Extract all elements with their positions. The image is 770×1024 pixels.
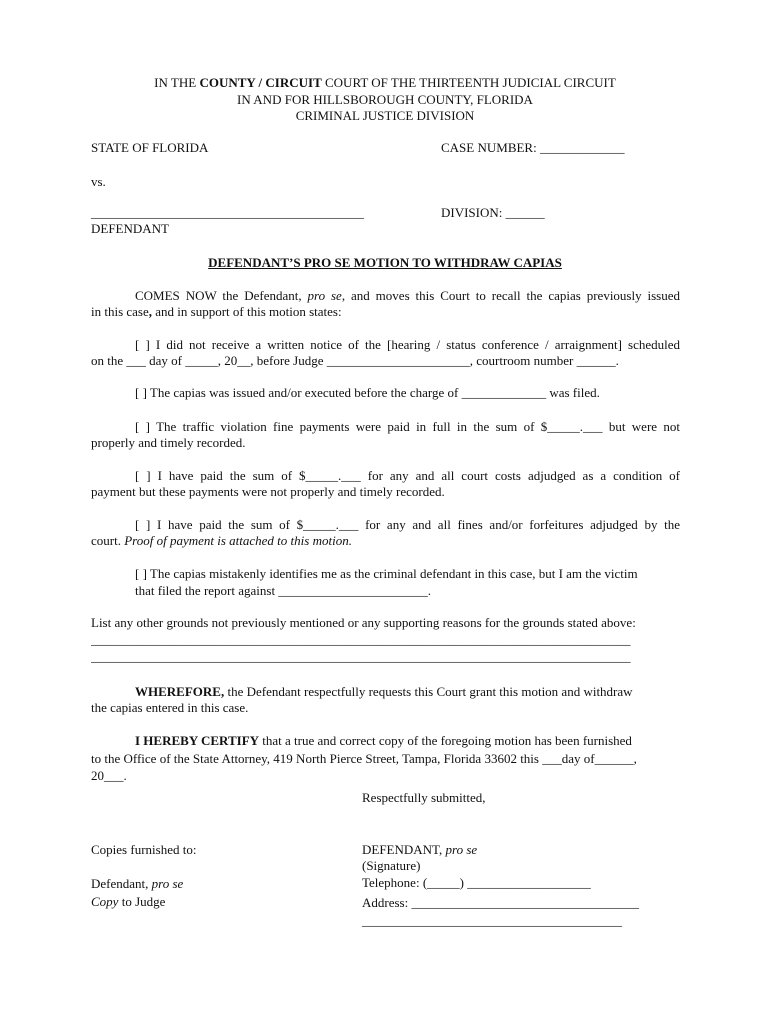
copy-defendant-text: Defendant,: [91, 876, 152, 891]
ground-1-checkbox-line[interactable]: [ ] I did not receive a written notice of the [hearing / status conference / arraignment] scheduled: [135, 337, 680, 352]
wherefore-text: the Defendant respectfully requests this Court grant this motion and withdraw: [224, 684, 633, 699]
case-number-field[interactable]: CASE NUMBER: _____________: [441, 140, 625, 155]
division-field[interactable]: DIVISION: ______: [441, 205, 545, 220]
certify-bold: I HEREBY CERTIFY: [135, 733, 260, 748]
wherefore-bold: WHEREFORE,: [135, 684, 225, 699]
ground-6-checkbox-line[interactable]: [ ] The capias mistakenly identifies me as the criminal defendant in this case, but I am the victim: [135, 566, 638, 581]
pro-se-italic: pro se: [307, 288, 342, 303]
intro-text: and in support of this motion states:: [152, 304, 342, 319]
header-text: IN THE: [154, 75, 200, 90]
certify-line2[interactable]: to the Office of the State Attorney, 419 North Pierce Street, Tampa, Florida 33602 this ___day of______,: [91, 751, 637, 766]
proof-of-payment-note: Proof of payment is attached to this motion.: [124, 533, 352, 548]
ground-4-checkbox-line[interactable]: [ ] I have paid the sum of $_____.___ for any and all court costs adjudged as a condition of: [135, 468, 680, 483]
certify-year-field[interactable]: 20___.: [91, 768, 127, 783]
ground-2-checkbox-line[interactable]: [135, 385, 600, 401]
address-field-line2[interactable]: ________________________________________: [362, 913, 622, 928]
court-header-line3: CRIMINAL JUSTICE DIVISION: [295, 108, 475, 123]
sig-defendant-text: DEFENDANT,: [362, 842, 446, 857]
certify-line1: [135, 733, 632, 749]
ground-5-line2: [91, 533, 352, 549]
motion-title-text: DEFENDANT’S PRO SE MOTION TO WITHDRAW CAPIAS: [208, 255, 562, 270]
ground-5-text: court.: [91, 533, 125, 548]
motion-title: [0, 255, 770, 271]
court-header-line2: IN AND FOR HILLSBOROUGH COUNTY, FLORIDA: [237, 92, 533, 107]
ground-3-checkbox-line[interactable]: [ ] The traffic violation fine payments were paid in full in the sum of $_____.___ but were not: [135, 419, 680, 434]
wherefore-line2: the capias entered in this case.: [91, 700, 249, 715]
ground-1-line2: on the ___ day of _____, 20__, before Judge ______________________, courtroom number ______.: [91, 353, 619, 368]
copy-judge: [91, 894, 165, 910]
ground-2-text: was filed.: [546, 385, 600, 400]
other-grounds-label: List any other grounds not previously mentioned or any supporting reasons for the grounds stated above:: [91, 615, 636, 630]
intro-text: , and moves this Court to recall the capias previously issued: [341, 288, 681, 303]
vs-label: vs.: [91, 174, 106, 189]
county-circuit-choice: COUNTY / CIRCUIT: [199, 75, 322, 90]
respectfully-submitted: Respectfully submitted,: [362, 790, 486, 805]
other-grounds-line-2[interactable]: ___________________________________________________________________________________: [91, 649, 631, 664]
intro-text: in this case: [91, 304, 149, 319]
header-text: COURT OF THE THIRTEENTH JUDICIAL CIRCUIT: [321, 75, 616, 90]
copies-furnished-label: Copies furnished to:: [91, 842, 197, 857]
defendant-label: DEFENDANT: [91, 221, 169, 236]
intro-line2: [91, 304, 342, 320]
state-of-florida: STATE OF FLORIDA: [91, 140, 209, 155]
intro-line1: [91, 287, 680, 304]
signature-label[interactable]: (Signature): [362, 858, 421, 873]
pro-se-italic: pro se: [445, 842, 478, 857]
defendant-name-field[interactable]: __________________________________________: [91, 205, 364, 220]
certify-text: that a true and correct copy of the foregoing motion has been furnished: [259, 733, 632, 748]
signature-defendant: [362, 842, 477, 858]
ground-4-line2: payment but these payments were not properly and timely recorded.: [91, 484, 445, 499]
intro-text: COMES NOW the Defendant,: [135, 288, 308, 303]
ground-3-line2: properly and timely recorded.: [91, 435, 246, 450]
copy-defendant: [91, 876, 183, 892]
other-grounds-line-1[interactable]: ___________________________________________________________________________________: [91, 632, 631, 647]
ground-2-text: [ ] The capias was issued and/or executed before the charge of: [135, 385, 462, 400]
ground-6-line2: that filed the report against _______________________.: [135, 583, 432, 598]
intro-comma: ,: [148, 304, 153, 319]
court-header-line1: [0, 75, 770, 91]
telephone-field[interactable]: Telephone: (_____) ___________________: [362, 875, 591, 890]
wherefore-line1: [135, 684, 633, 700]
pro-se-italic: pro se: [151, 876, 184, 891]
charge-blank[interactable]: _____________: [461, 385, 547, 400]
copy-judge-text: to Judge: [118, 894, 166, 909]
ground-5-checkbox-line[interactable]: [ ] I have paid the sum of $_____.___ for any and all fines and/or forfeitures adjudged by the: [135, 517, 680, 532]
address-field-line1[interactable]: Address: ___________________________________: [362, 895, 639, 910]
copy-italic: Copy: [91, 894, 119, 909]
